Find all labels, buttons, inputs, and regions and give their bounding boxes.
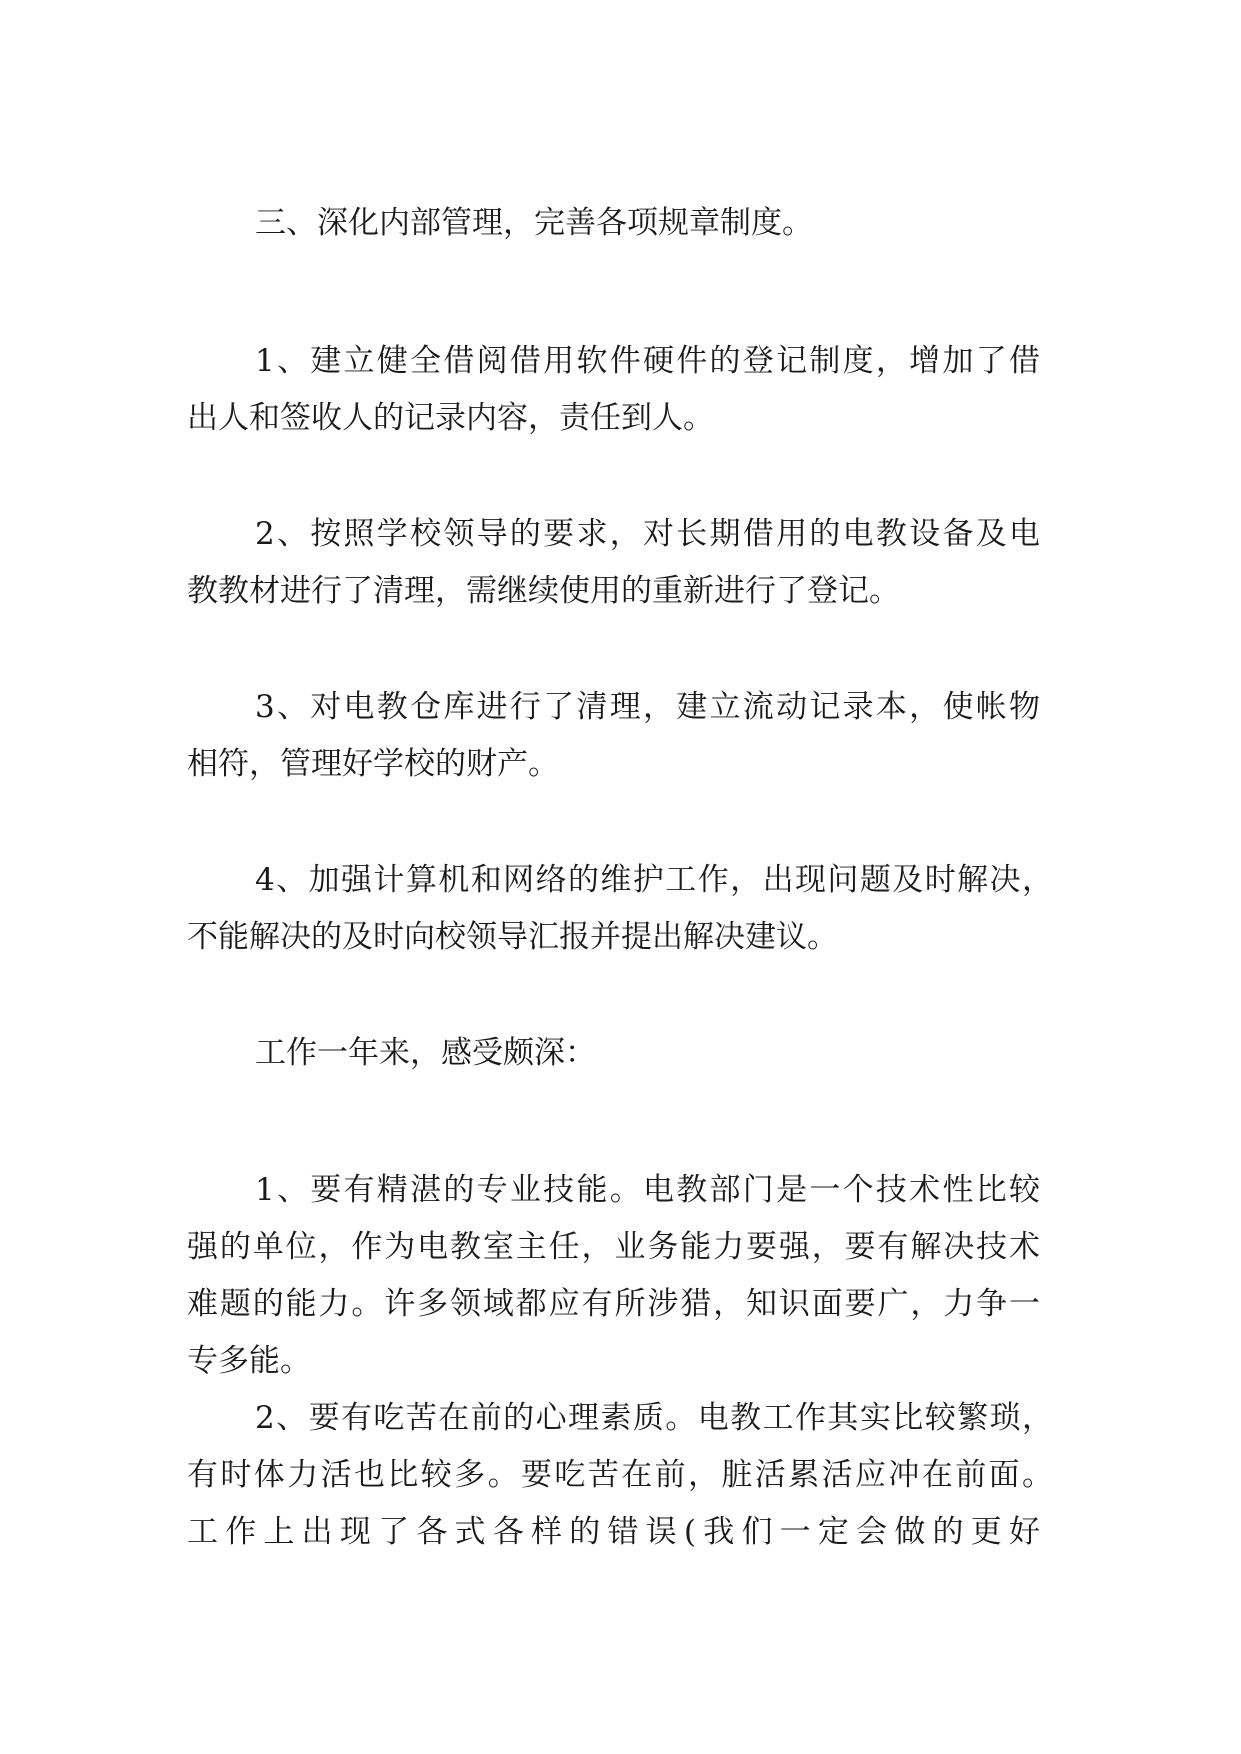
- item-3-line-2: 相符，管理好学校的财产。: [187, 746, 559, 782]
- item-2-line-2: 教教材进行了清理，需继续使用的重新进行了登记。: [187, 573, 900, 609]
- item-1-line-2: 出人和签收人的记录内容，责任到人。: [187, 400, 714, 436]
- item-4-line-1: 4、加强计算机和网络的维护工作，出现问题及时解决，: [255, 862, 1053, 898]
- feeling-2-line-2: 有时体力活也比较多。要吃苦在前，脏活累活应冲在前面。: [187, 1457, 1053, 1493]
- feeling-1-line-3: 难题的能力。许多领域都应有所涉猎，知识面要广，力争一: [187, 1286, 1040, 1322]
- feeling-1-line-4: 专多能。: [187, 1343, 311, 1379]
- item-1-line-1: 1、建立健全借阅借用软件硬件的登记制度，增加了借: [255, 343, 1040, 379]
- item-3-line-1: 3、对电教仓库进行了清理，建立流动记录本，使帐物: [255, 689, 1040, 725]
- feeling-2-line-3: 工作上出现了各式各样的错误(我们一定会做的更好: [187, 1514, 1040, 1550]
- summary-heading: 工作一年来，感受颇深：: [255, 1035, 596, 1071]
- item-4-line-2: 不能解决的及时向校领导汇报并提出解决建议。: [187, 919, 838, 955]
- item-2-line-1: 2、按照学校领导的要求，对长期借用的电教设备及电: [255, 516, 1040, 552]
- feeling-2-line-1: 2、要有吃苦在前的心理素质。电教工作其实比较繁琐，: [255, 1400, 1053, 1436]
- section-heading: 三、深化内部管理，完善各项规章制度。: [255, 205, 813, 241]
- feeling-1-line-2: 强的单位，作为电教室主任，业务能力要强，要有解决技术: [187, 1229, 1040, 1265]
- feeling-1-line-1: 1、要有精湛的专业技能。电教部门是一个技术性比较: [255, 1172, 1040, 1208]
